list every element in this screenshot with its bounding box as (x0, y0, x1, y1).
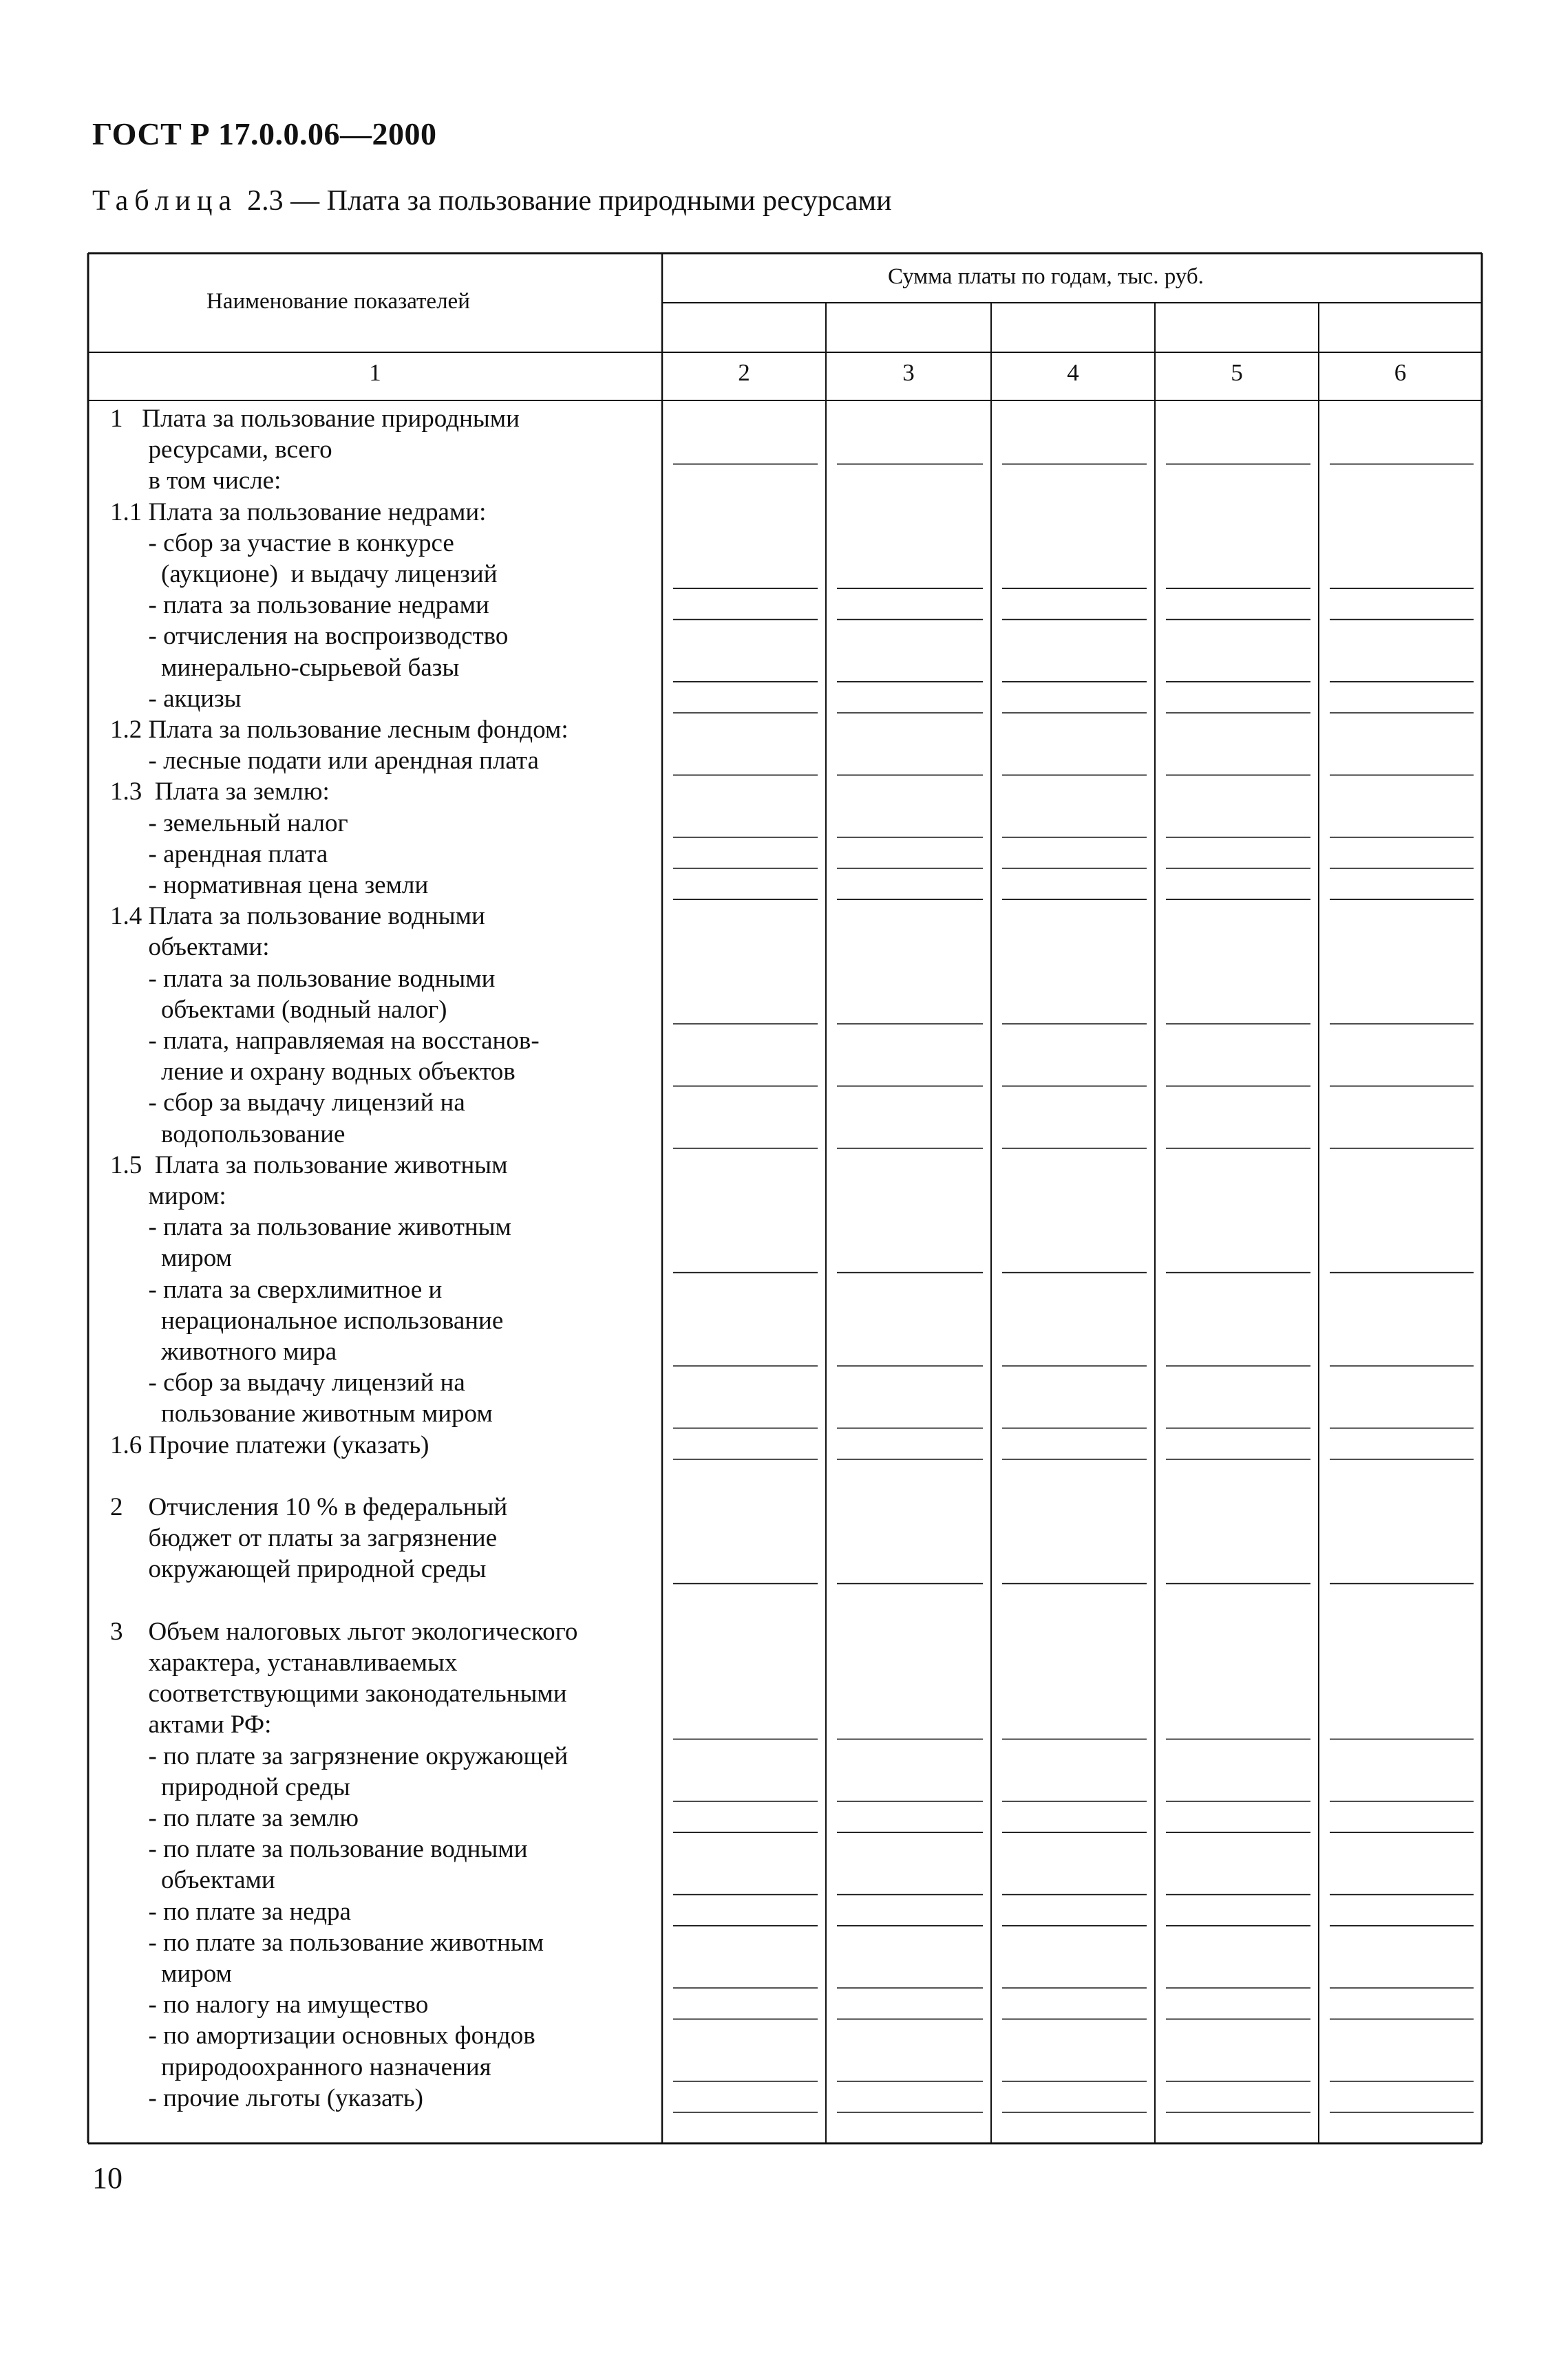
header-indicator: Наименование показателей (206, 289, 470, 314)
row-label: миром (110, 1244, 232, 1273)
row-label: - прочие льготы (указать) (110, 2083, 423, 2112)
row-label: - по плате за пользование животным (110, 1928, 544, 1957)
row-label: - по амортизации основных фондов (110, 2022, 535, 2050)
row-label: бюджет от платы за загрязнение (110, 1524, 498, 1553)
row-label: - плата, направляемая на восстанов- (110, 1027, 540, 1055)
row-label: 1.3 Плата за землю: (110, 778, 330, 806)
row-label: пользование животным миром (110, 1400, 493, 1428)
page-number: 10 (92, 2161, 123, 2195)
row-label: 1.1 Плата за пользование недрами: (110, 497, 487, 526)
row-label: водопользование (110, 1119, 346, 1148)
column-number: 5 (1231, 359, 1243, 386)
row-label: - сбор за выдачу лицензий на (110, 1369, 465, 1397)
row-label: объектами: (110, 933, 270, 962)
row-label: - арендная плата (110, 839, 328, 868)
column-number: 1 (369, 359, 381, 386)
row-label: 1.5 Плата за пользование животным (110, 1150, 508, 1179)
row-label: объектами (водный налог) (110, 995, 447, 1024)
row-label: 1.6 Прочие платежи (указать) (110, 1430, 429, 1459)
row-label: - по плате за недра (110, 1897, 351, 1926)
row-label: - сбор за участие в конкурсе (110, 528, 454, 557)
row-label: соответствующими законодательными (110, 1680, 567, 1708)
row-label: ресурсами, всего (110, 436, 332, 464)
row-label: 2 Отчисления 10 % в федеральный (110, 1493, 508, 1521)
row-label: нерациональное использование (110, 1306, 504, 1335)
row-label: актами РФ: (110, 1711, 272, 1739)
row-label: природоохранного назначения (110, 2052, 491, 2081)
row-label: окружающей природной среды (110, 1555, 487, 1584)
row-label: - земельный налог (110, 808, 348, 837)
column-number: 4 (1067, 359, 1079, 386)
row-label: - нормативная цена земли (110, 871, 429, 899)
row-label: 1.2 Плата за пользование лесным фондом: (110, 716, 569, 744)
row-label: - акцизы (110, 684, 242, 713)
row-label: миром: (110, 1182, 226, 1210)
row-label: - плата за пользование животным (110, 1213, 511, 1242)
row-label: ление и охрану водных объектов (110, 1058, 516, 1086)
row-label: 3 Объем налоговых льгот экологического (110, 1617, 578, 1646)
caption-prefix: Таблица (92, 185, 238, 217)
column-number: 6 (1394, 359, 1407, 386)
row-label: природной среды (110, 1772, 350, 1801)
row-label: объектами (110, 1866, 275, 1895)
row-label: - плата за пользование водными (110, 964, 496, 993)
row-label: животного мира (110, 1338, 337, 1366)
caption-text: 2.3 — Плата за пользование природными ресурсами (247, 185, 892, 217)
row-label: (аукционе) и выдачу лицензий (110, 560, 498, 588)
row-label: минерально-сырьевой базы (110, 653, 460, 682)
row-label: 1 Плата за пользование природными (110, 405, 520, 433)
column-number: 3 (902, 359, 915, 386)
row-label: - по налогу на имущество (110, 1991, 429, 2019)
row-label: - плата за пользование недрами (110, 591, 489, 620)
header-sum-per-year: Сумма платы по годам, тыс. руб. (888, 264, 1204, 289)
document-code: ГОСТ Р 17.0.0.06—2000 (92, 116, 437, 151)
row-label: - по плате за загрязнение окружающей (110, 1741, 569, 1770)
column-number: 2 (738, 359, 750, 386)
row-label: - лесные подати или арендная плата (110, 747, 539, 775)
row-label: - отчисления на воспроизводство (110, 622, 509, 651)
row-label: - плата за сверхлимитное и (110, 1275, 443, 1304)
row-label: миром (110, 1960, 232, 1988)
row-label: - сбор за выдачу лицензий на (110, 1089, 465, 1117)
row-label: - по плате за пользование водными (110, 1835, 528, 1864)
row-label: характера, устанавливаемых (110, 1649, 458, 1677)
row-label: 1.4 Плата за пользование водными (110, 902, 485, 931)
row-label: в том числе: (110, 467, 282, 495)
row-label: - по плате за землю (110, 1804, 359, 1832)
